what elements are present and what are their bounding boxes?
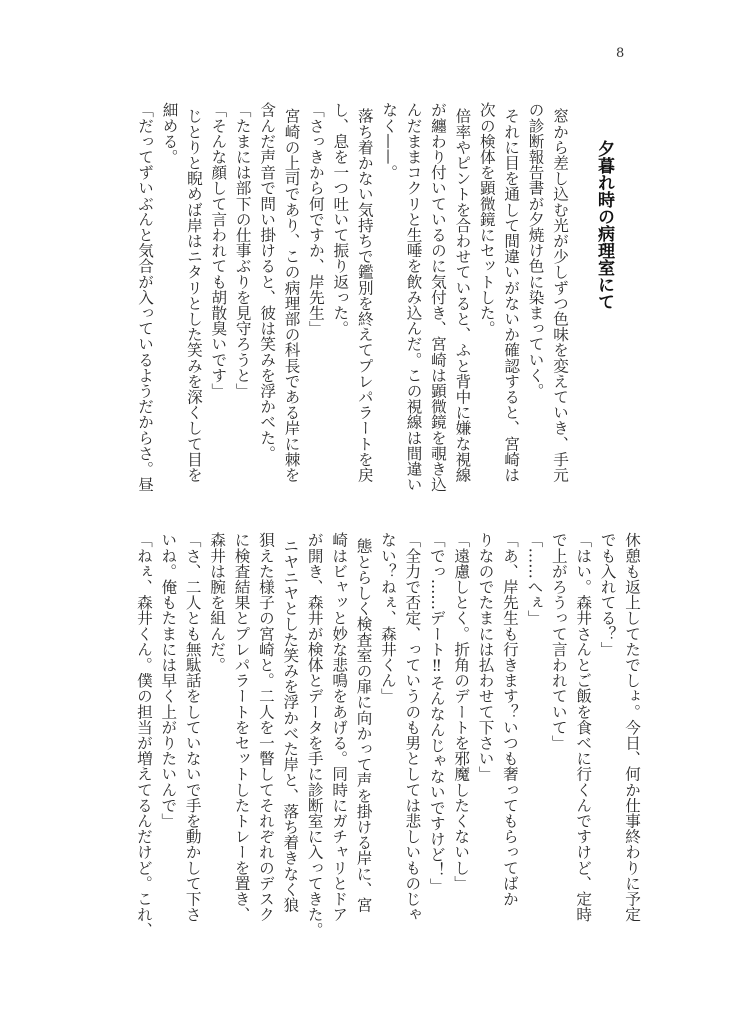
chapter-title: 夕暮れ時の病理室にて xyxy=(594,140,614,310)
text-line: 「さ、二人とも無駄話をしていないで手を動かして下さ xyxy=(183,532,202,922)
text-line: りなのでたまには払わせて下さい」 xyxy=(476,532,495,782)
text-line: 態とらしく検査室の扉に向かって声を掛ける岸に、宮 xyxy=(354,538,373,913)
text-line: でも入れてる？」 xyxy=(598,532,617,657)
text-line: 崎はビャッと妙な悲鳴をあげる。同時にガチャリとドア xyxy=(330,532,349,922)
text-line: 休憩も返上してたでしょ。今日、何か仕事終わりに予定 xyxy=(623,532,641,922)
text-line: の診断報告書が夕焼け色に染まっていく。 xyxy=(526,102,545,399)
text-line: 「さっきから何ですか、岸先生」 xyxy=(306,102,325,336)
text-line: 「そんな顔して言われても胡散臭いです」 xyxy=(209,102,228,399)
text-line: 「ねぇ、森井くん。僕の担当が増えてるんだけど。これ、 xyxy=(134,532,153,938)
text-line: 宮崎の上司であり、この病理部の科長である岸に棘を xyxy=(282,108,301,483)
text-line: に検査結果とプレパラートをセットしたトレーを置き、 xyxy=(232,532,251,922)
text-line: 細める。 xyxy=(160,102,179,165)
text-line: 倍率やピントを合わせていると、ふと背中に嫌な視線 xyxy=(453,108,472,483)
text-line: 「全力で否定、っていうのも男としては悲しいものじゃ xyxy=(403,532,422,922)
text-line: 狽えた様子の宮崎と。二人を一瞥してそれぞれのデスク xyxy=(256,532,275,922)
text-line: 「……へぇ」 xyxy=(525,532,544,626)
text-line: 落ち着かない気持ちで鑑別を終えてプレパラートを戻 xyxy=(355,108,374,483)
text-line: いね。俺もたまには早く上がりたいんで」 xyxy=(159,532,178,829)
text-line: ない？ねぇ、森井くん」 xyxy=(378,532,397,704)
text-line: 「はい。森井さんとご飯を食べに行くんですけど、定時 xyxy=(574,532,593,922)
text-block-top xyxy=(133,102,572,502)
text-line: 「遠慮しとく。折角のデートを邪魔したくないし」 xyxy=(452,532,471,891)
text-line: じとりと睨めば岸はニタリとした笑みを深くして目を xyxy=(184,108,203,483)
text-line: それに目を通して間違いがないか確認すると、宮崎は xyxy=(502,108,521,483)
text-line: 窓から差し込む光が少しずつ色味を変えていき、手元 xyxy=(551,108,569,483)
text-line: 含んだ声音で問い掛けると、彼は笑みを浮かべた。 xyxy=(258,102,277,461)
text-line: なく——。 xyxy=(380,102,399,180)
text-line: んだままコクリと生唾を飲み込んだ。この視線は間違い xyxy=(404,102,423,492)
text-line: 「たまには部下の仕事ぶりを見守ろうと」 xyxy=(233,102,252,399)
text-line: が開き、森井が検体とデータを手に診断室に入ってきた。 xyxy=(305,532,324,938)
text-line: 「でっ……デート‼そんなんじゃないですけど！」 xyxy=(427,532,446,894)
text-line: 「あ、岸先生も行きます？いつも奢ってもらってばか xyxy=(500,532,519,907)
text-line: 「だってずいぶんと気合が入っているようだからさ。昼 xyxy=(136,102,155,492)
text-line: が纏わり付いているのに気付き、宮崎は顕微鏡を覗き込 xyxy=(428,102,447,492)
text-block-bottom xyxy=(131,532,644,938)
text-line: ニヤニヤとした笑みを浮かべた岸と、落ち着きなく狼 xyxy=(281,538,300,913)
text-line: で上がろうって言われていて」 xyxy=(549,532,568,751)
text-line: し、息を一つ吐いて振り返った。 xyxy=(331,102,350,336)
text-line: 森井は腕を組んだ。 xyxy=(208,532,227,673)
page-number: 8 xyxy=(616,46,625,61)
text-line: 次の検体を顕微鏡にセットした。 xyxy=(477,102,496,336)
